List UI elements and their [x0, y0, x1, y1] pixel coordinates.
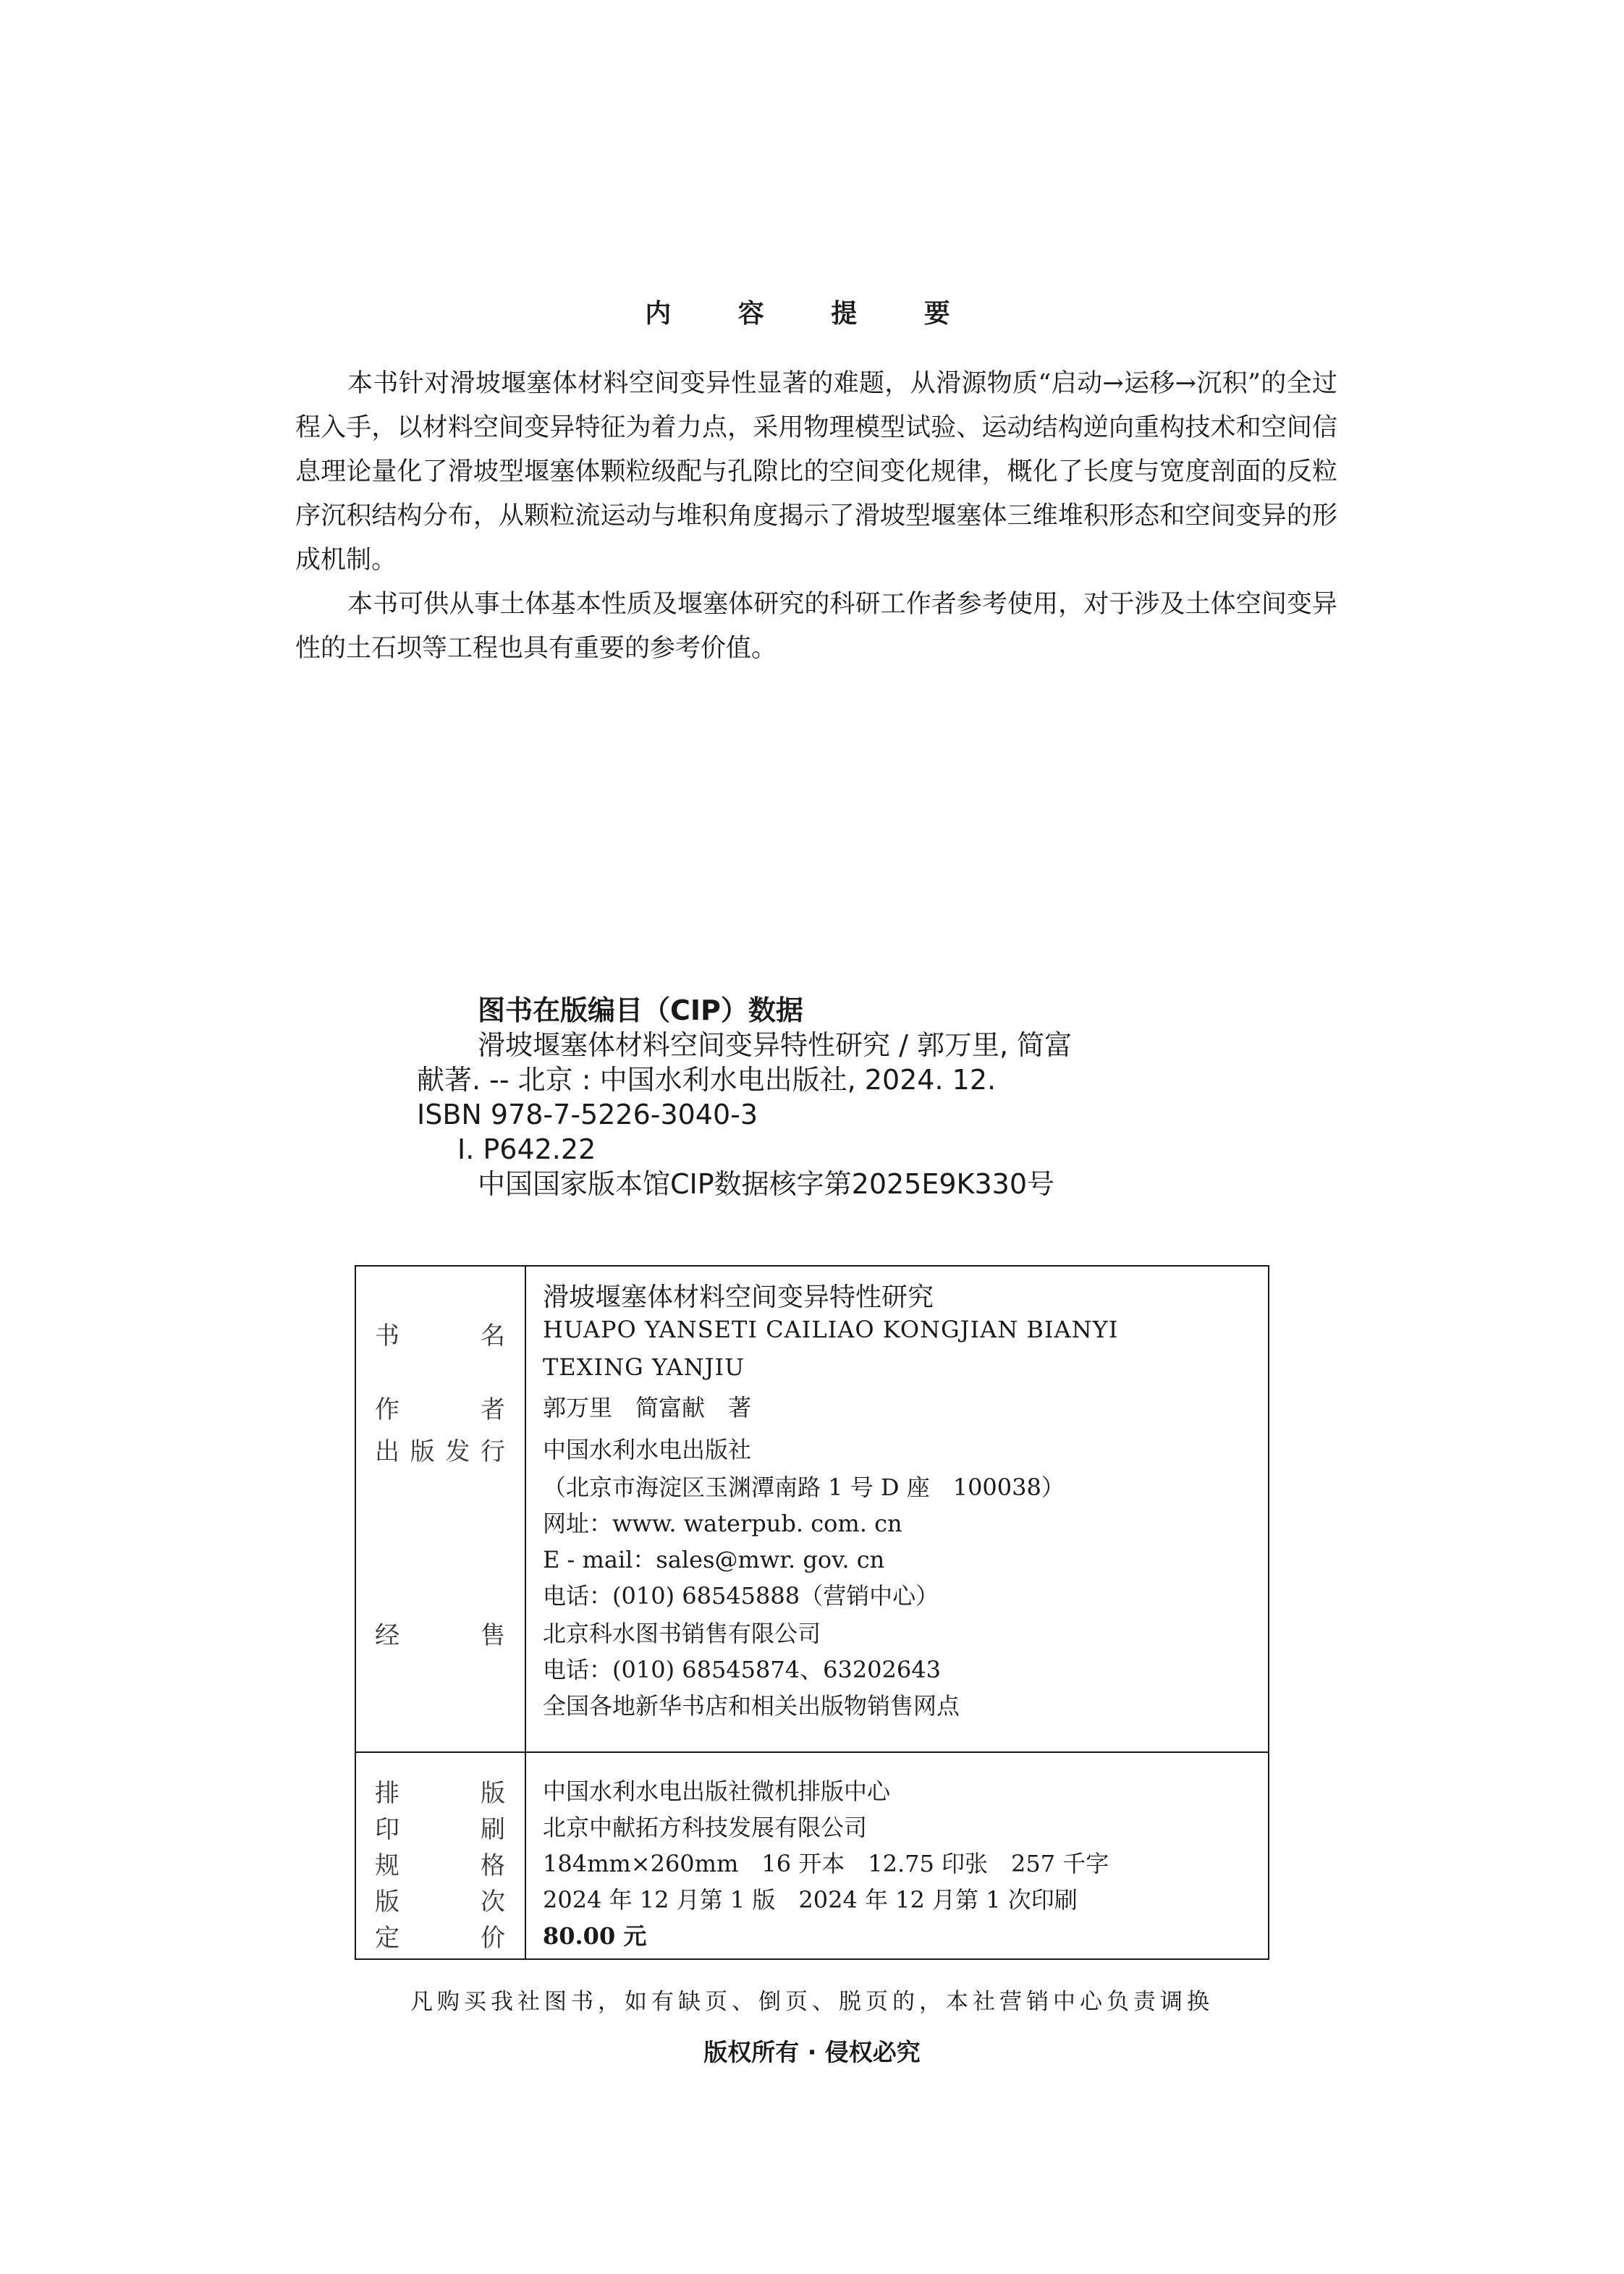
- spec: 184mm×260mm 16 开本 12.75 印张 257 千字: [543, 1850, 1109, 1877]
- publisher: 中国水利水电出版社: [543, 1436, 752, 1463]
- cip-classification: Ⅰ. P642.22: [457, 1133, 596, 1165]
- publisher-address: （北京市海淀区玉渊潭南路 1 号 D 座 100038）: [543, 1474, 1065, 1501]
- cip-record-number: 中国国家版本馆CIP数据核字第2025E9K330号: [478, 1168, 1054, 1200]
- table-divider-horizontal: [356, 1751, 1268, 1753]
- book-title-pinyin-cont: TEXING YANJIU: [543, 1353, 745, 1381]
- price: 80.00 元: [543, 1922, 647, 1950]
- publisher-email: E - mail：sales@mwr. gov. cn: [543, 1546, 885, 1573]
- cip-title-line: 滑坡堰塞体材料空间变异特性研究 / 郭万里, 简富: [478, 1029, 1073, 1061]
- replacement-notice: 凡购买我社图书，如有缺页、倒页、脱页的，本社营销中心负责调换: [410, 1989, 1214, 2015]
- label-spec: 规 格: [375, 1851, 505, 1880]
- seller-phone: 电话：(010) 68545874、63202643: [543, 1656, 941, 1683]
- seller: 北京科水图书销售有限公司: [543, 1620, 821, 1647]
- label-author: 作 者: [375, 1395, 505, 1424]
- label-price: 定 价: [375, 1924, 505, 1953]
- label-printing: 印 刷: [375, 1815, 505, 1844]
- copyright-table: [355, 1265, 1269, 1960]
- publisher-website: 网址：www. waterpub. com. cn: [543, 1510, 902, 1537]
- cip-publisher-line: 献著. -- 北京 : 中国水利水电出版社, 2024. 12.: [417, 1064, 997, 1096]
- label-seller: 经 售: [375, 1621, 505, 1650]
- abstract-body: [295, 362, 1337, 671]
- table-divider-vertical: [525, 1267, 526, 1958]
- label-publisher: 出 版 发 行: [375, 1437, 505, 1466]
- cip-block: [417, 993, 1072, 1201]
- copyright-notice: 版权所有 · 侵权必究: [703, 2038, 921, 2066]
- label-typeset: 排 版: [375, 1779, 505, 1808]
- cip-heading: 图书在版编目（CIP）数据: [478, 994, 803, 1026]
- book-title-cn: 滑坡堰塞体材料空间变异特性研究: [543, 1282, 934, 1312]
- edition: 2024 年 12 月第 1 版 2024 年 12 月第 1 次印刷: [543, 1886, 1078, 1914]
- seller-network: 全国各地新华书店和相关出版物销售网点: [543, 1692, 960, 1720]
- cip-isbn: ISBN 978-7-5226-3040-3: [417, 1099, 758, 1130]
- book-title-pinyin: HUAPO YANSETI CAILIAO KONGJIAN BIANYI: [543, 1316, 1119, 1343]
- author: 郭万里 简富献 著: [543, 1394, 752, 1421]
- abstract-paragraph: 本书针对滑坡堰塞体材料空间变异性显著的难题，从滑源物质“启动→运移→沉积”的全过程入手，以材料空间变异特征为着力点，采用物理模型试验、运动结构逆向重构技术和空间信息理论量化了滑坡型堰塞体颗粒级配与孔隙比的空间变化规律，概化了长度与宽度剖面的反粒序沉积结构分布，从颗粒流运动与堆积角度揭示了滑坡型堰塞体三维堆积形态和空间变异的形成机制。: [295, 369, 1337, 575]
- abstract-heading: 内 容 提 要: [645, 299, 979, 329]
- publisher-phone: 电话：(010) 68545888（营销中心）: [543, 1582, 939, 1610]
- label-book-name: 书 名: [375, 1322, 505, 1351]
- abstract-paragraph: 本书可供从事土体基本性质及堰塞体研究的科研工作者参考使用，对于涉及土体空间变异性的土石坝等工程也具有重要的参考价值。: [295, 590, 1337, 663]
- typesetter: 中国水利水电出版社微机排版中心: [543, 1778, 891, 1805]
- label-edition: 版 次: [375, 1888, 505, 1916]
- printer: 北京中献拓方科技发展有限公司: [543, 1814, 868, 1841]
